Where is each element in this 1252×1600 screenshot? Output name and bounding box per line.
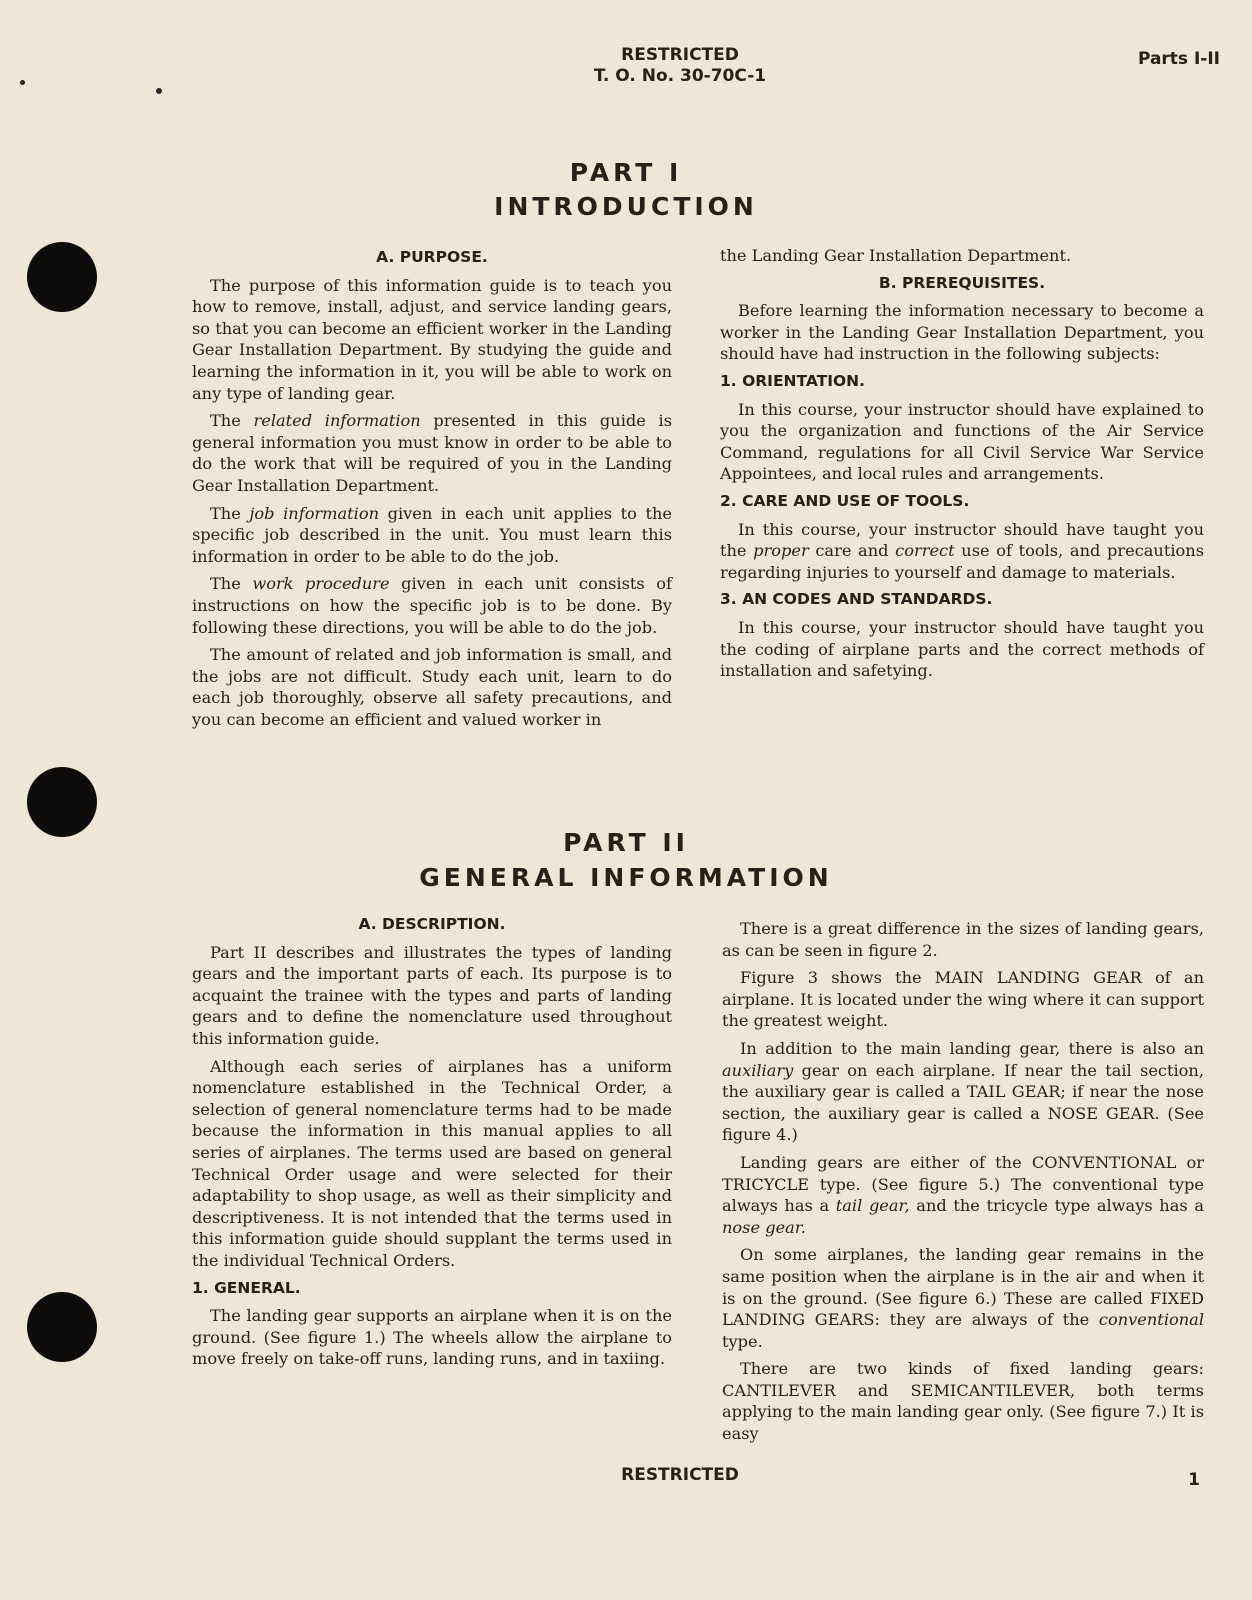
- cantilever-paragraph: There are two kinds of fixed landing gears: CANTILEVER and SEMICANTILEVER, both terms applying to the main landing gear only. (See figure 7.) It is easy: [722, 1359, 1204, 1444]
- part1-title: PART I: [569, 158, 683, 187]
- header-restricted: RESTRICTED: [621, 45, 739, 65]
- orientation-paragraph: In this course, your instructor should have explained to you the organization and functions of the Air Service Command, regulations for all Civil Service War Service Appointees, and local rules and arrangements.: [720, 399, 1204, 484]
- punch-hole-top: [27, 242, 97, 312]
- codes-paragraph: In this course, your instructor should have taught you the coding of airplane parts and the correct methods of installation and safetying.: [720, 617, 1204, 681]
- orientation-heading: 1. ORIENTATION.: [720, 371, 866, 390]
- purpose-heading: A. PURPOSE.: [376, 248, 488, 266]
- general-paragraph: The landing gear supports an airplane when it is on the ground. (See figure 1.) The wheels allow the airplane to move freely on take-off runs, landing runs, and in taxiing.: [192, 1306, 672, 1369]
- page-number: 1: [1188, 1470, 1200, 1490]
- header-to-number: T. O. No. 30-70C-1: [593, 66, 767, 86]
- prerequisites-paragraph: Before learning the information necessary to become a worker in the Landing Gear Installation Department, you should have had instruction in the following subjects:: [720, 301, 1204, 364]
- tools-paragraph: In this course, your instructor should have taught you the proper care and correct use of tools, and precautions regarding injuries to yourself and damage to materials.: [720, 519, 1204, 582]
- part1-subtitle: INTRODUCTION: [494, 192, 758, 221]
- header-parts: Parts I-II: [1137, 49, 1220, 69]
- tools-heading: 2. CARE AND USE OF TOOLS.: [720, 491, 970, 510]
- punch-hole-bottom: [27, 1292, 97, 1362]
- purpose-paragraph-2: The related information presented in this guide is general information you must know in order to be able to do the work that will be required of you in the Landing Gear Installation Department.: [192, 411, 673, 495]
- description-heading: A. DESCRIPTION.: [358, 915, 506, 933]
- sizes-paragraph: There is a great difference in the sizes of landing gears, as can be seen in figure 2.: [722, 919, 1204, 960]
- part2-title: PART II: [563, 828, 689, 857]
- purpose-paragraph-5: The amount of related and job information is small, and the jobs are not difficult. Study each unit, learn to do each job thoroughly, observe all safety precautions, and you can become an efficient and valued worker in: [192, 645, 672, 729]
- purpose-continuation: the Landing Gear Installation Department.: [720, 246, 1072, 265]
- part2-left-column: [192, 912, 672, 1376]
- part2-right-column: [722, 918, 1204, 1451]
- part2-subtitle: GENERAL INFORMATION: [419, 863, 833, 892]
- footer-restricted: RESTRICTED: [621, 1465, 739, 1485]
- part1-left-column: [192, 245, 672, 736]
- general-heading: 1. GENERAL.: [192, 1278, 301, 1297]
- gear-types-paragraph: Landing gears are either of the CONVENTIONAL or TRICYCLE type. (See figure 5.) The conventional type always has a tail gear, and the tricycle type always has a nose gear.: [722, 1152, 1204, 1237]
- codes-heading: 3. AN CODES AND STANDARDS.: [720, 590, 993, 609]
- description-paragraph-1: Part II describes and illustrates the types of landing gears and the important parts of each. Its purpose is to acquaint the trainee with the types and parts of landing gears and to define the nomenclature used throughout this information guide.: [192, 942, 672, 1048]
- ink-speck: [156, 88, 162, 94]
- main-gear-paragraph: Figure 3 shows the MAIN LANDING GEAR of an airplane. It is located under the wing where it can support the greatest weight.: [722, 968, 1204, 1031]
- description-paragraph-2: Although each series of airplanes has a uniform nomenclature established in the Technical Order, a selection of general nomenclature terms had to be made because the information in this manual applies to all series of airplanes. The terms used are based on general Technical Order usage and were selected for their adaptability to shop usage, as well as their simplicity and descriptiveness. It is not intended that the terms used in this information guide should supplant the terms used in the individual Technical Orders.: [192, 1056, 672, 1270]
- fixed-gear-paragraph: On some airplanes, the landing gear remains in the same position when the airplane is in the air and when it is on the ground. (See figure 6.) These are called FIXED LANDING GEARS: they are always of the conventional type.: [722, 1245, 1204, 1351]
- purpose-paragraph-1: The purpose of this information guide is to teach you how to remove, install, adjust, and service landing gears, so that you can become an efficient worker in the Landing Gear Installation Department. By studying the guide and learning the information in it, you will be able to work on any type of landing gear.: [192, 275, 672, 403]
- purpose-paragraph-4: The work procedure given in each unit consists of instructions on how the specific job is to be done. By following these directions, you will be able to do the job.: [192, 574, 672, 637]
- auxiliary-gear-paragraph: In addition to the main landing gear, there is also an auxiliary gear on each airplane. If near the tail section, the auxiliary gear is called a TAIL GEAR; if near the nose section, the auxiliary gear is called a NOSE GEAR. (See figure 4.): [722, 1038, 1204, 1145]
- purpose-paragraph-3: The job information given in each unit applies to the specific job described in the unit. You must learn this information in order to be able to do the job.: [192, 503, 672, 566]
- part1-right-column: [720, 245, 1204, 688]
- ink-speck: [20, 80, 25, 85]
- prerequisites-heading: B. PREREQUISITES.: [878, 273, 1046, 292]
